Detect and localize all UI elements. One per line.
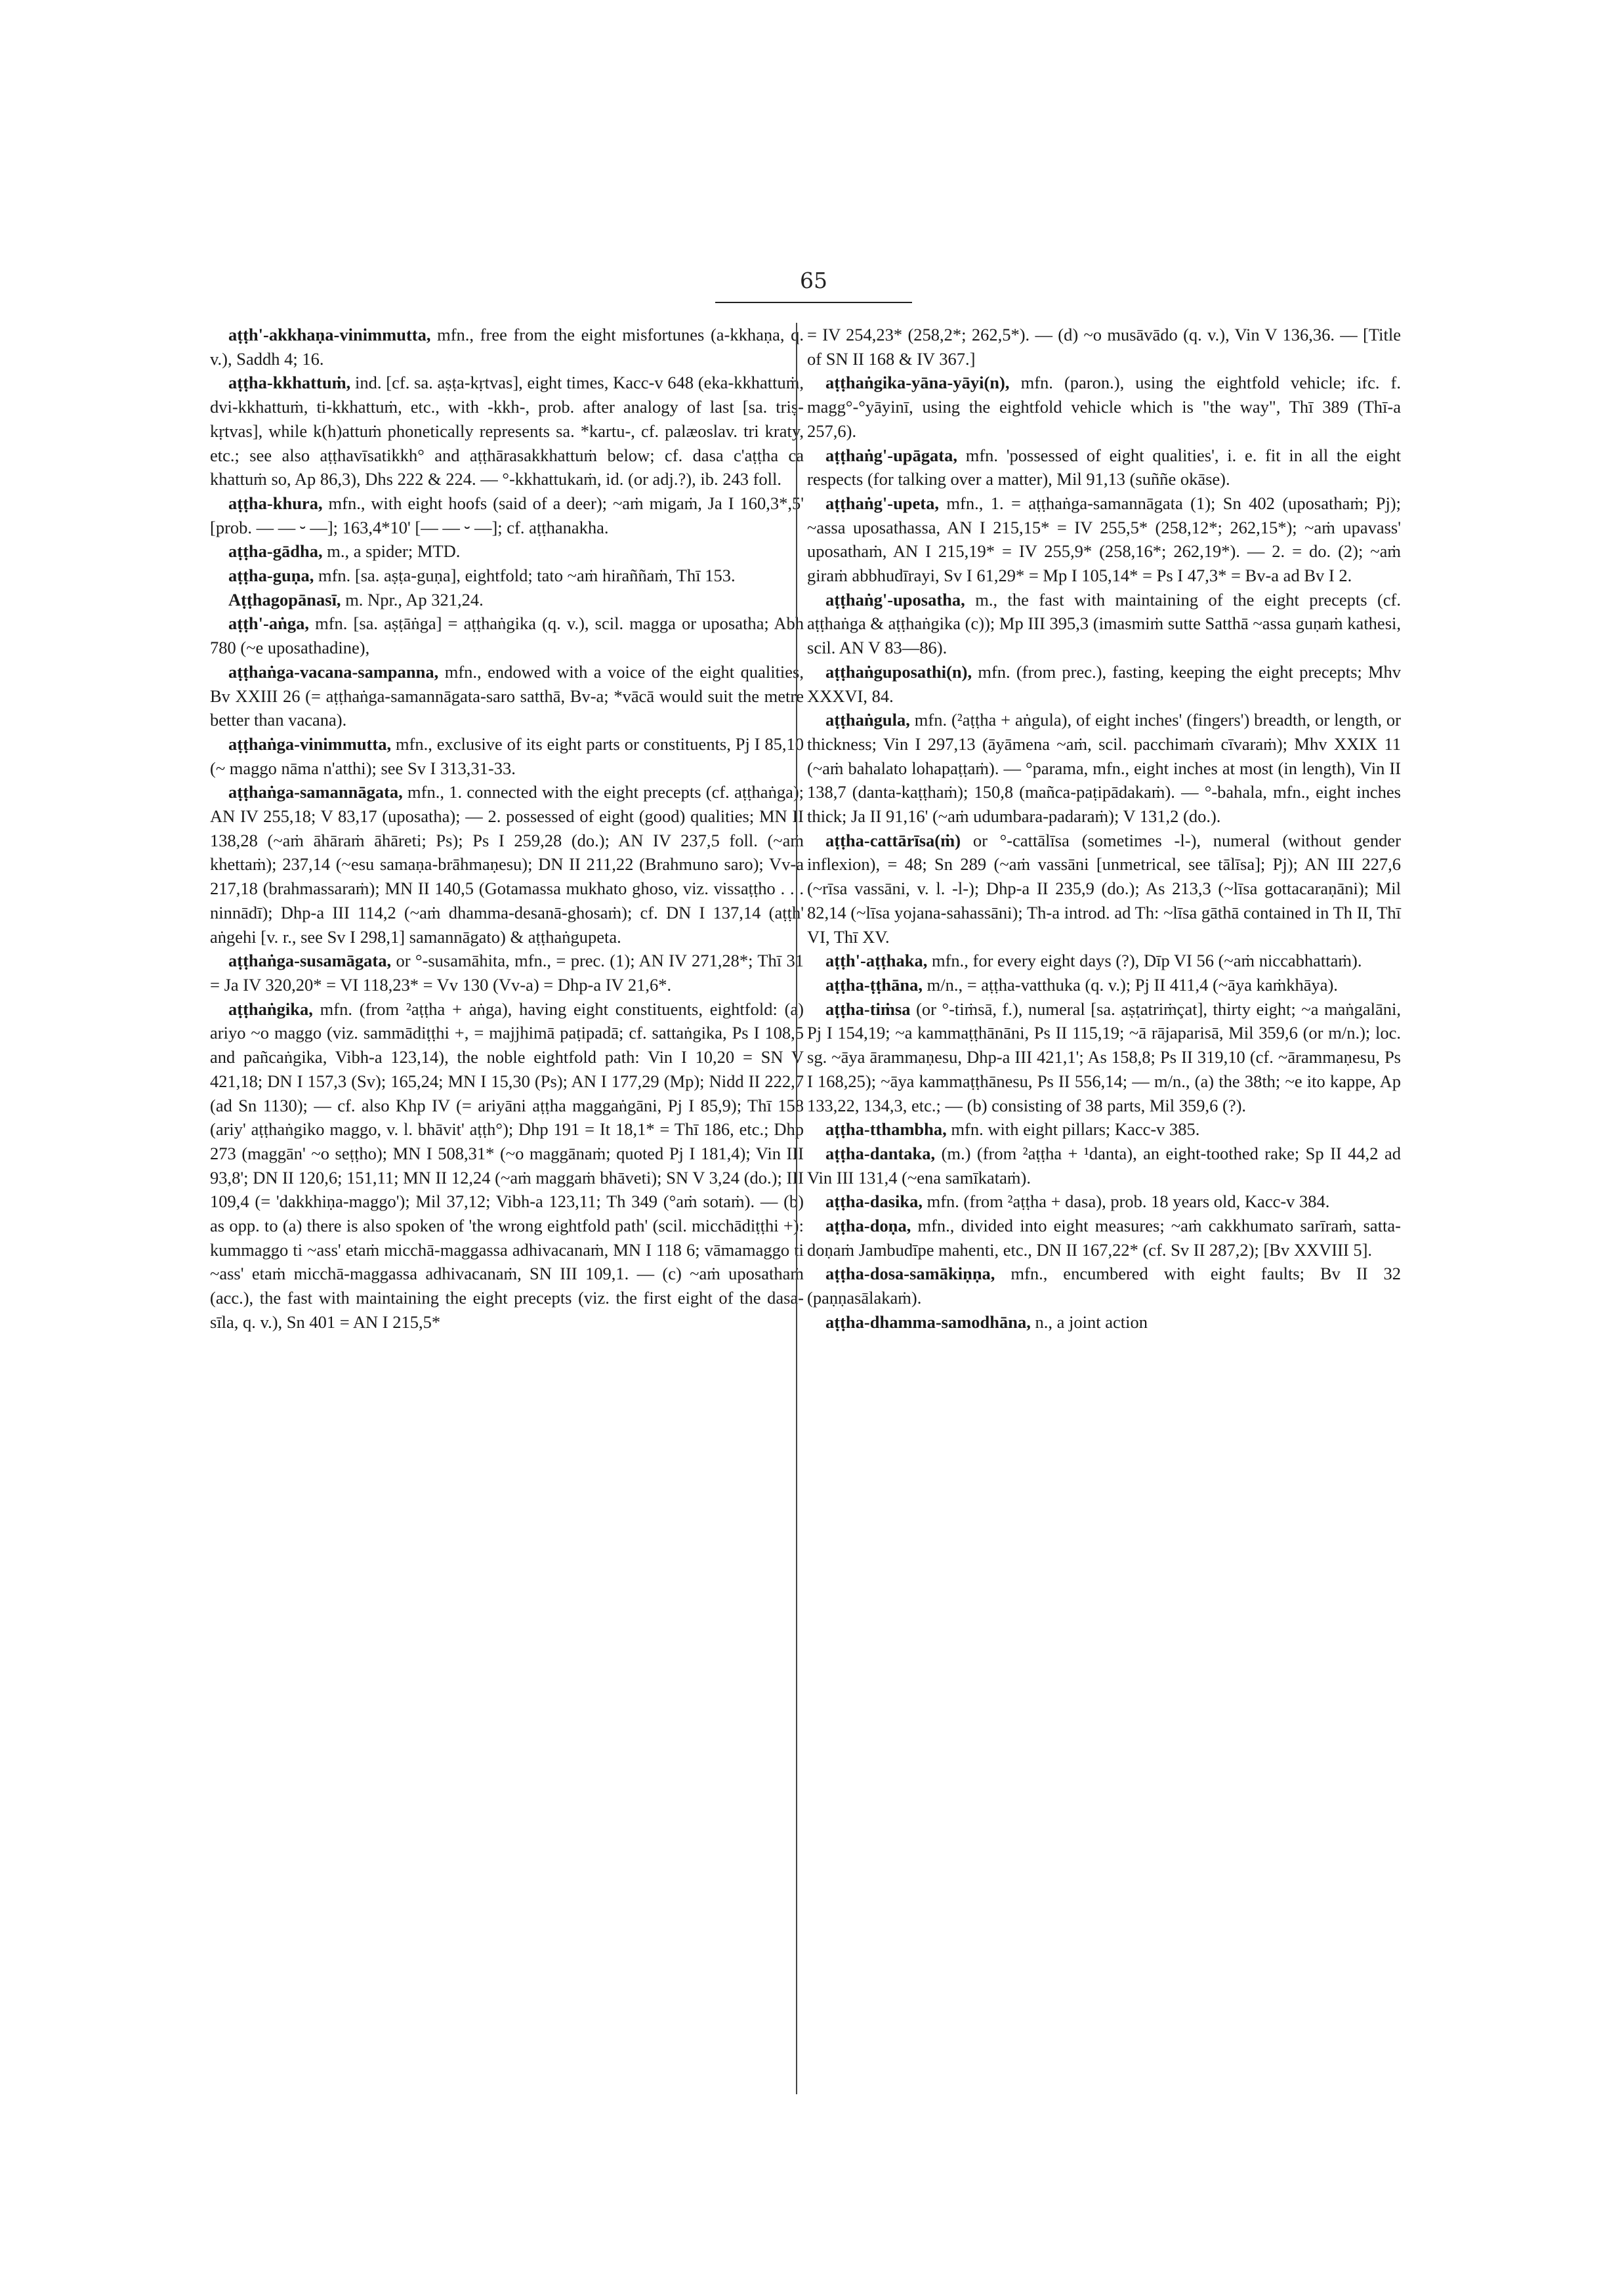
entry-definition: m., the fast with maintaining of the eight precepts (cf. aṭṭhaṅga & aṭṭhaṅgika (c)); Mp III 395,3 (imasmiṁ sutte Satthā ~assa guṇaṁ kathesi, scil. AN V 83—86). (807, 589, 1402, 658)
dictionary-entry (210, 949, 804, 997)
entry-definition: (or °-tiṁsā, f.), numeral [sa. aṣṭatriṁçat], thirty eight; ~a maṅgalāni, Pj I 154,19; ~a kammaṭṭhānāni, Ps II 115,19; ~ā rājaparisā, Mil 359,6 (or m/n.); loc. sg. ~āya ārammaṇesu, Dhp-a III 421,1'; As 158,8; Ps II 319,10 (cf. ~ārammaṇesu, Ps I 168,25); ~āya kammaṭṭhānesu, Ps II 556,14; — m/n., (a) the 38th; ~e ito kappe, Ap 133,22, 134,3, etc.; — (b) consisting of 38 parts, Mil 359,6 (?). (807, 999, 1401, 1115)
entry-headword: aṭṭhaṅgika, (228, 999, 313, 1019)
entry-headword: aṭṭha-kkhattuṁ, (228, 373, 351, 393)
entry-definition: mfn., 1. connected with the eight precepts (cf. aṭṭhaṅga); AN IV 255,18; V 83,17 (uposatha); — 2. possessed of eight (good) qualities; MN II 138,28 (~aṁ āhāraṁ āhāreti; Ps); Ps I 259,28 (do.); AN IV 237,5 foll. (~aṁ khettaṁ); 237,14 (~esu samaṇa-brāhmaṇesu); DN II 211,22 (Brahmuno saro); Vv-a 217,18 (brahmassaraṁ); MN II 140,5 (Gotamassa mukhato ghoso, viz. vissaṭṭho . . . ninnādī); Dhp-a III 114,2 (~aṁ dhamma-desanā-ghosaṁ); cf. DN I 137,14 (aṭṭh' aṅgehi [v. r., see Sv I 298,1] samannāgato) & aṭṭhaṅgupeta. (210, 782, 804, 947)
entry-headword: aṭṭha-dosa-samākiṇṇa, (825, 1264, 995, 1284)
left-column (210, 323, 804, 1334)
dictionary-entry (807, 1189, 1401, 1214)
entry-definition: or °-cattālīsa (sometimes -l-), numeral (without gender inflexion), = 48; Sn 289 (~aṁ vassāni [unmetrical, see tālīsa]; Pj); AN III 227,6 (~rīsa vassāni, v. l. -l-); Dhp-a II 235,9 (do.); As 213,3 (~līsa gottacaraṇāni); Mil 82,14 (~līsa yojana-sahassāni); Th-a introd. ad Th: ~līsa gāthā contained in Th II, Thī VI, Thī XV. (807, 830, 1402, 947)
entry-headword: aṭṭhaṅgula, (825, 710, 910, 730)
dictionary-entry (807, 491, 1401, 588)
entry-headword: aṭṭhaṅga-vacana-sampanna, (228, 661, 439, 682)
entry-headword: aṭṭhaṅgika-yāna-yāyi(n), (825, 373, 1010, 393)
entry-definition: mfn. (from ²aṭṭha + dasa), prob. 18 years old, Kacc-v 384. (927, 1191, 1330, 1212)
entry-definition: mfn., free from the eight misfortunes (a-kkhaṇa, q. v.), Saddh 4; 16. (210, 325, 804, 369)
dictionary-entry (807, 949, 1401, 973)
entry-definition: m., a spider; MTD. (327, 541, 461, 562)
entry-definition: mfn. (paron.), using the eightfold vehicle; ifc. f. magg°-°yāyinī, using the eightfold vehicle which is "the way", Thī 389 (Thī-a 257,6). (807, 373, 1402, 441)
entry-definition: mfn. [sa. aṣṭa-guṇa], eightfold; tato ~aṁ hiraññaṁ, Thī 153. (318, 566, 736, 586)
entry-headword: aṭṭhaṅga-vinimmutta, (228, 734, 392, 754)
entry-definition: = IV 254,23* (258,2*; 262,5*). — (d) ~o musāvādo (q. v.), Vin V 136,36. — [Title of SN II 168 & IV 367.] (807, 325, 1401, 369)
entry-headword: aṭṭhaṅg'-upāgata, (825, 445, 957, 465)
entry-headword: aṭṭha-gādha, (228, 541, 323, 562)
entry-definition: mfn. [sa. aṣṭāṅga] = aṭṭhaṅgika (q. v.), scil. magga or uposatha; Abh 780 (~e uposathadine), (210, 613, 804, 658)
entry-headword: aṭṭh'-aṅga, (228, 613, 309, 634)
entry-definition: mfn. (²aṭṭha + aṅgula), of eight inches' (fingers') breadth, or length, or thickness; Vin I 297,13 (āyāmena ~aṁ, scil. pacchimaṁ cīvaraṁ); Mhv XXIX 11 (~aṁ bahalato lohapaṭṭaṁ). — °parama, mfn., eight inches at most (in length), Vin II 138,7 (danta-kaṭṭhaṁ); 150,8 (mañca-paṭipādakaṁ). — °-bahala, mfn., eight inches thick; Ja II 91,16' (~aṁ udumbara-padaraṁ); V 131,2 (do.). (807, 710, 1401, 827)
dictionary-entry (807, 444, 1401, 491)
entry-headword: aṭṭha-cattārīsa(ṁ) (825, 830, 961, 850)
entry-headword: aṭṭha-doṇa, (825, 1216, 911, 1236)
entry-definition: mfn. (from prec.), fasting, keeping the eight precepts; Mhv XXXVI, 84. (807, 661, 1402, 706)
entry-headword: aṭṭh'-akkhaṇa-vinimmutta, (228, 325, 431, 344)
dictionary-entry (807, 660, 1401, 708)
entry-headword: aṭṭha-tiṁsa (825, 999, 911, 1019)
entry-definition: mfn., encumbered with eight faults; Bv II 32 (paṇṇasālakaṁ). (807, 1264, 1401, 1308)
entry-headword: Aṭṭhagopānasī, (228, 589, 341, 610)
entry-headword: aṭṭha-dhamma-samodhāna, (825, 1312, 1031, 1332)
entry-headword: aṭṭhaṅguposathi(n), (825, 661, 972, 682)
dictionary-entry (807, 323, 1401, 371)
dictionary-entry (210, 491, 804, 539)
dictionary-entry (210, 611, 804, 659)
dictionary-entry (210, 780, 804, 949)
entry-headword: aṭṭha-ṭṭhāna, (825, 974, 923, 995)
entry-definition: (m.) (from ²aṭṭha + ¹danta), an eight-toothed rake; Sp II 44,2 ad Vin III 131,4 (~ena samīkataṁ). (807, 1143, 1401, 1188)
entry-headword: aṭṭha-dantaka, (825, 1143, 936, 1163)
dictionary-entry (807, 1142, 1401, 1189)
dictionary-entry (210, 997, 804, 1334)
dictionary-entry (807, 1310, 1401, 1334)
entry-headword: aṭṭh'-aṭṭhaka, (825, 951, 928, 971)
entry-definition: mfn., exclusive of its eight parts or constituents, Pj I 85,10 (~ maggo nāma n'atthi); see Sv I 313,31-33. (210, 734, 804, 778)
entry-headword: aṭṭha-dasika, (825, 1191, 923, 1212)
page-number: 65 (800, 268, 827, 293)
dictionary-entry (807, 708, 1401, 829)
entry-headword: aṭṭha-tthambha, (825, 1119, 947, 1140)
dictionary-entry (807, 829, 1401, 949)
entry-definition: m. Npr., Ap 321,24. (345, 589, 484, 610)
dictionary-entry (210, 539, 804, 564)
dictionary-entry (807, 371, 1401, 443)
dictionary-entry (807, 588, 1401, 660)
entry-headword: aṭṭhaṅg'-uposatha, (825, 589, 965, 610)
header-rule (715, 302, 912, 303)
entry-definition: mfn., with eight hoofs (said of a deer); ~aṁ migaṁ, Ja I 160,3*,5' [prob. — — ⏑ —]; 163,4*10' [— — ⏑ —]; cf. aṭṭhanakha. (210, 493, 804, 537)
dictionary-entry (210, 323, 804, 371)
dictionary-entry (807, 1117, 1401, 1142)
dictionary-entry (807, 1214, 1401, 1262)
entry-definition: mfn., endowed with a voice of the eight qualities, Bv XXIII 26 (= aṭṭhaṅga-samannāgata-saro satthā, Bv-a; *vācā would suit the metre better than vacana). (210, 661, 804, 730)
dictionary-entry (807, 973, 1401, 997)
dictionary-entry (210, 588, 804, 612)
entry-definition: m/n., = aṭṭha-vatthuka (q. v.); Pj II 411,4 (~āya kaṁkhāya). (927, 974, 1338, 995)
dictionary-entry (807, 997, 1401, 1118)
dictionary-entry (210, 371, 804, 491)
entry-definition: mfn., 1. = aṭṭhaṅga-samannāgata (1); Sn 402 (uposathaṁ; Pj); ~assa uposathassa, AN I 215,15* = IV 255,5* (258,12*; 262,15*); ~aṁ upavass' uposathaṁ, AN I 215,19* = IV 255,9* (258,16*; 262,19*). — 2. = do. (2); ~aṁ giraṁ abbhudīrayi, Sv I 61,29* = Mp I 105,14* = Ps I 47,3* = Bv-a ad Bv I 2. (807, 493, 1401, 586)
dictionary-entry (210, 732, 804, 780)
entry-definition: mfn. 'possessed of eight qualities', i. e. fit in all the eight respects (for talking over a matter), Mil 91,13 (suññe okāse). (807, 445, 1402, 489)
entry-headword: aṭṭha-khura, (228, 493, 323, 513)
entry-definition: or °-susamāhita, mfn., = prec. (1); AN IV 271,28*; Thī 31 = Ja IV 320,20* = VI 118,23* = Vv 130 (Vv-a) = Dhp-a IV 21,6*. (210, 951, 804, 995)
dictionary-entry (807, 1262, 1401, 1310)
entry-definition: mfn. (from ²aṭṭha + aṅga), having eight constituents, eightfold: (a) ariyo ~o maggo (viz. sammādiṭṭhi +, = majjhimā paṭipadā; cf. sattaṅgika, Ps I 108,5 and pañcaṅgika, Vibh-a 123,14), the noble eightfold path: Vin I 10,20 = SN V 421,18; DN I 157,3 (Sv); 165,24; MN I 15,30 (Ps); AN I 177,29 (Mp); Nidd II 222,7 (ad Sn 1130); — cf. also Khp IV (= ariyāni aṭṭha maggaṅgāni, Pj I 85,9); Thī 158 (ariy' aṭṭhaṅgiko maggo, v. l. bhāvit' aṭṭh°); Dhp 191 = It 18,1* = Thī 186, etc.; Dhp 273 (maggān' ~o seṭṭho); MN I 508,31* (~o maggānaṁ; quoted Pj I 181,4); Vin III 93,8'; DN II 120,6; 151,11; MN II 12,24 (~aṁ maggaṁ bhāveti); SN V 3,24 (do.); III 109,4 (= 'dakkhiṇa-maggo'); Mil 37,12; Vibh-a 123,11; Th 349 (°aṁ sotaṁ). — (b) as opp. to (a) there is also spoken of 'the wrong eightfold path' (scil. micchādiṭṭhi +): kummaggo ti ~ass' etaṁ micchā-maggassa adhivacanaṁ, MN I 118 6; vāmamaggo ti ~ass' etaṁ micchā-maggassa adhivacanaṁ, SN III 109,1. — (c) ~aṁ uposathaṁ (acc.), the fast with maintaining the eight precepts (viz. the first eight of the dasa-sīla, q. v.), Sn 401 = AN I 215,5* (210, 999, 804, 1332)
entry-headword: aṭṭhaṅg'-upeta, (825, 493, 940, 513)
entry-definition: mfn. with eight pillars; Kacc-v 385. (951, 1119, 1200, 1140)
entry-definition: ind. [cf. sa. aṣṭa-kṛtvas], eight times, Kacc-v 648 (eka-kkhattuṁ, dvi-kkhattuṁ, ti-kkhattuṁ, etc., with -kkh-, prob. after analogy of last [sa. triṣ-kṛtvas], while k(h)attuṁ phonetically represents sa. *kartu-, cf. palæoslav. tri kraty, etc.; see also aṭṭhavīsatikkh° and aṭṭhārasakkhattuṁ below; cf. dasa c'aṭṭha ca khattuṁ so, Ap 86,3), Dhs 222 & 224. — °-kkhattukaṁ, id. (or adj.?), ib. 243 foll. (210, 373, 804, 489)
column-divider (796, 323, 797, 2094)
entry-definition: mfn., divided into eight measures; ~aṁ cakkhumato sarīraṁ, satta-doṇaṁ Jambudīpe mahenti, etc., DN II 167,22* (cf. Sv II 287,2); [Bv XXVIII 5]. (807, 1216, 1401, 1260)
dictionary-entry (210, 564, 804, 588)
entry-headword: aṭṭhaṅga-samannāgata, (228, 782, 403, 802)
entry-headword: aṭṭhaṅga-susamāgata, (228, 951, 392, 971)
entry-headword: aṭṭha-guṇa, (228, 566, 314, 586)
dictionary-entry (210, 660, 804, 732)
right-column (807, 323, 1401, 1334)
entry-definition: n., a joint action (1035, 1312, 1148, 1332)
entry-definition: mfn., for every eight days (?), Dīp VI 56 (~aṁ niccabhattaṁ). (931, 951, 1362, 971)
